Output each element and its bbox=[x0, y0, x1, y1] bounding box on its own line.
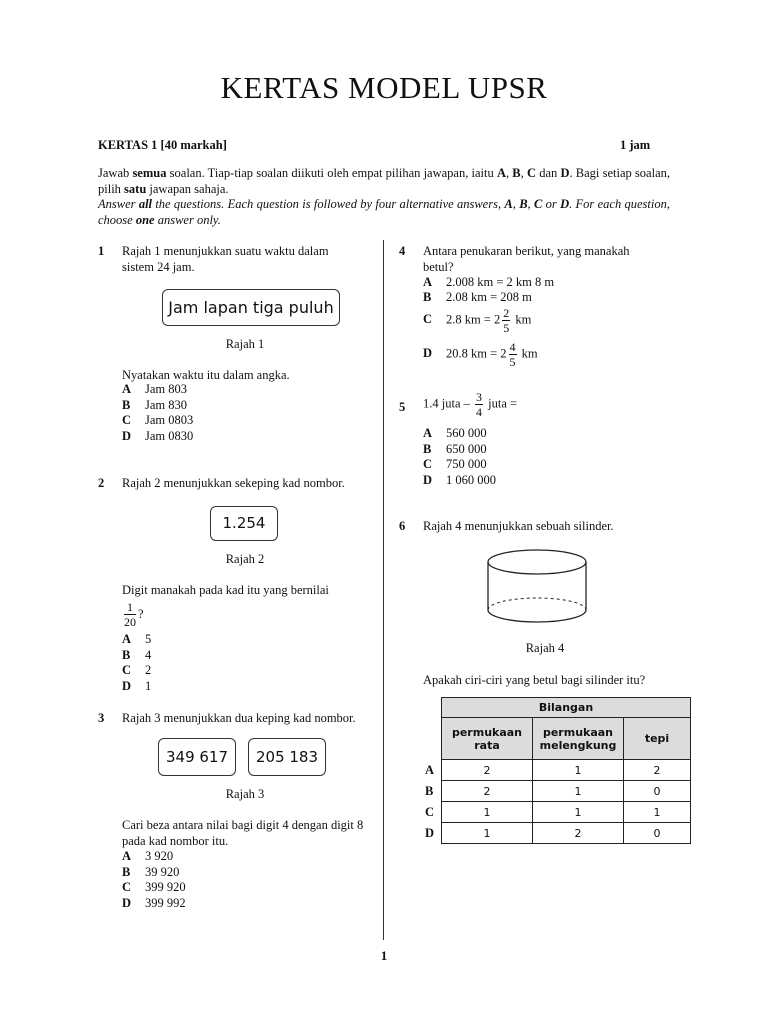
option-b[interactable]: B 2.08 km = 208 m bbox=[423, 290, 532, 304]
option-a[interactable]: A 2.008 km = 2 km 8 m bbox=[423, 275, 555, 289]
table-header-melengkung: permukaan melengkung bbox=[533, 718, 624, 760]
row-label-d[interactable]: D bbox=[425, 826, 435, 840]
option-c[interactable]: C 399 920 bbox=[122, 880, 186, 894]
question-number: 6 bbox=[399, 519, 406, 533]
row-label-a[interactable]: A bbox=[425, 763, 435, 777]
option-list bbox=[122, 849, 186, 911]
option-c[interactable]: C 750 000 bbox=[423, 457, 487, 471]
option-a[interactable]: A Jam 803 bbox=[122, 382, 188, 396]
time-card: Jam lapan tiga puluh bbox=[162, 289, 340, 326]
option-d[interactable]: D 1 060 000 bbox=[423, 472, 496, 487]
question-text: Rajah 4 menunjukkan sebuah silinder. bbox=[423, 519, 614, 533]
option-c[interactable]: C 2 bbox=[122, 663, 152, 677]
question-number: 2 bbox=[98, 476, 105, 490]
question-text: Rajah 2 menunjukkan sekeping kad nombor. bbox=[122, 476, 345, 490]
table-header-tepi: tepi bbox=[624, 718, 691, 760]
option-b[interactable]: B 39 920 bbox=[122, 864, 180, 879]
option-c[interactable]: C Jam 0803 bbox=[122, 413, 194, 427]
table-row: 1 1 1 bbox=[442, 802, 691, 823]
option-c[interactable]: C 2.8 km = 2 $\frac{2}{5}$ km bbox=[423, 306, 532, 335]
question-prompt: Cari beza antara nilai bagi digit 4 dengan digit 8 pada kad nombor itu. bbox=[122, 818, 364, 848]
fraction-1-20: $\frac{1}{20}$ ? bbox=[124, 600, 144, 629]
number-card-2: 205 183 bbox=[248, 738, 326, 776]
question-text: Antara penukaran berikut, yang manakah betul? bbox=[423, 244, 630, 274]
option-a[interactable]: A 560 000 bbox=[423, 426, 487, 440]
option-d[interactable]: D 20.8 km = 2 $\frac{4}{5}$ km bbox=[423, 340, 538, 369]
instructions-en: Answer all the questions. Each question is followed by four alternative answers, A, B, C or D. For each question, choose one answer only. bbox=[98, 197, 670, 227]
option-b[interactable]: B Jam 830 bbox=[122, 397, 188, 412]
question-text: Rajah 3 menunjukkan dua keping kad nombor. bbox=[122, 711, 356, 725]
row-label-b[interactable]: B bbox=[425, 784, 434, 798]
question-number: 3 bbox=[98, 711, 105, 725]
duration-label: 1 jam bbox=[620, 138, 651, 152]
question-expression: 1.4 juta – $\frac{3}{4}$ juta = bbox=[423, 390, 518, 419]
table-row: 1 2 0 bbox=[442, 823, 691, 844]
table-row: 2 1 2 bbox=[442, 760, 691, 781]
option-a[interactable]: A 3 920 bbox=[122, 849, 174, 863]
figure-caption: Rajah 2 bbox=[225, 552, 265, 566]
question-number: 5 bbox=[399, 400, 406, 414]
cylinder-figure bbox=[482, 546, 592, 628]
question-number: 4 bbox=[399, 244, 406, 258]
column-divider bbox=[383, 240, 384, 940]
question-prompt: Nyatakan waktu itu dalam angka. bbox=[122, 368, 290, 382]
instructions-ms: Jawab semua soalan. Tiap-tiap soalan diikuti oleh empat pilihan jawapan, iaitu A, B, C dan D. Bagi setiap soalan, pilih satu jawapan sahaja. bbox=[98, 166, 670, 196]
option-b[interactable]: B 650 000 bbox=[423, 441, 487, 456]
option-list bbox=[122, 382, 193, 444]
question-number: 1 bbox=[98, 244, 105, 258]
page-number: 1 bbox=[380, 948, 388, 963]
instructions bbox=[98, 166, 670, 228]
option-d[interactable]: D Jam 0830 bbox=[122, 428, 194, 443]
option-list bbox=[122, 632, 151, 694]
question-prompt: Apakah ciri-ciri yang betul bagi silinder itu? bbox=[423, 673, 646, 687]
question-text: Rajah 1 menunjukkan suatu waktu dalam sistem 24 jam. bbox=[122, 244, 329, 274]
option-list bbox=[423, 426, 496, 488]
figure-caption: Rajah 4 bbox=[525, 641, 565, 655]
option-b[interactable]: B 4 bbox=[122, 647, 152, 662]
figure-caption: Rajah 1 bbox=[225, 337, 265, 351]
row-label-c[interactable]: C bbox=[425, 805, 435, 819]
option-a[interactable]: A 5 bbox=[122, 632, 152, 646]
paper-label: KERTAS 1 [40 markah] bbox=[98, 138, 227, 152]
table-header-rata: permukaan rata bbox=[442, 718, 533, 760]
table-row: 2 1 0 bbox=[442, 781, 691, 802]
option-d[interactable]: D 1 bbox=[122, 678, 152, 693]
number-card-1: 349 617 bbox=[158, 738, 236, 776]
page-title: KERTAS MODEL UPSR bbox=[220, 70, 548, 105]
table-group-header: Bilangan bbox=[442, 698, 691, 718]
figure-caption: Rajah 3 bbox=[225, 787, 265, 801]
number-card: 1.254 bbox=[210, 506, 278, 541]
question-prompt: Digit manakah pada kad itu yang bernilai bbox=[122, 583, 329, 597]
option-d[interactable]: D 399 992 bbox=[122, 895, 186, 910]
